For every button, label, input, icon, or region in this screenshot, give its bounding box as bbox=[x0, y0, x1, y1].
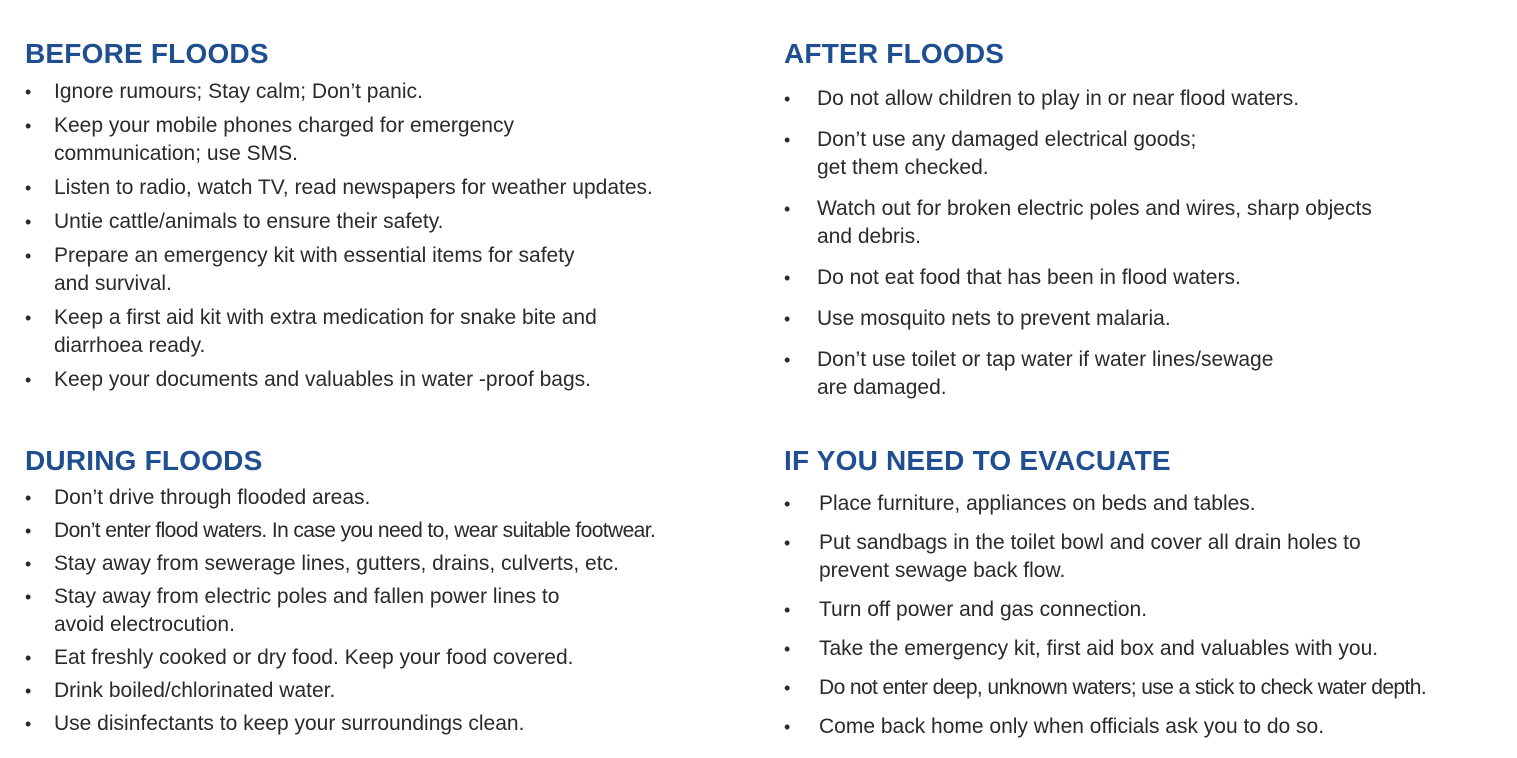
list-item bbox=[25, 484, 765, 512]
list-item-text: Do not enter deep, unknown waters; use a stick to check water depth. bbox=[819, 676, 1427, 699]
list-item bbox=[25, 112, 765, 168]
list-item bbox=[784, 596, 1510, 624]
bullet-icon: • bbox=[784, 350, 791, 370]
list-item bbox=[784, 305, 1504, 333]
list-item-text: Untie cattle/animals to ensure their safety. bbox=[54, 210, 444, 233]
after-floods-list bbox=[784, 85, 1504, 402]
list-item-text: Keep your documents and valuables in water -proof bags. bbox=[54, 368, 591, 391]
after-floods-section bbox=[784, 37, 1504, 415]
list-item-text: Drink boiled/chlorinated water. bbox=[54, 679, 336, 702]
list-item bbox=[784, 713, 1510, 741]
bullet-icon: • bbox=[784, 600, 791, 620]
list-item-text: Come back home only when officials ask you to do so. bbox=[819, 715, 1325, 738]
bullet-icon: • bbox=[784, 717, 791, 737]
bullet-icon: • bbox=[784, 639, 791, 659]
list-item-text: Ignore rumours; Stay calm; Don’t panic. bbox=[54, 80, 423, 103]
list-item bbox=[25, 174, 765, 202]
list-item bbox=[784, 264, 1504, 292]
list-item bbox=[784, 85, 1504, 113]
list-item-text: Stay away from sewerage lines, gutters, drains, culverts, etc. bbox=[54, 552, 619, 575]
list-item-text: Watch out for broken electric poles and wires, sharp objects and debris. bbox=[817, 197, 1372, 248]
bullet-icon: • bbox=[25, 521, 32, 541]
list-item-text: Listen to radio, watch TV, read newspapers for weather updates. bbox=[54, 176, 653, 199]
list-item bbox=[784, 126, 1504, 182]
bullet-icon: • bbox=[784, 309, 791, 329]
bullet-icon: • bbox=[784, 533, 791, 553]
list-item-text: Eat freshly cooked or dry food. Keep your food covered. bbox=[54, 646, 574, 669]
list-item-text: Use disinfectants to keep your surroundings clean. bbox=[54, 712, 525, 735]
during-floods-section bbox=[25, 444, 765, 743]
list-item-text: Use mosquito nets to prevent malaria. bbox=[817, 307, 1171, 330]
list-item-text: Place furniture, appliances on beds and tables. bbox=[819, 492, 1256, 515]
bullet-icon: • bbox=[25, 178, 32, 198]
list-item-text: Stay away from electric poles and fallen power lines to avoid electrocution. bbox=[54, 585, 560, 636]
list-item bbox=[25, 583, 765, 639]
evacuate-list bbox=[784, 490, 1510, 741]
list-item bbox=[784, 490, 1510, 518]
bullet-icon: • bbox=[25, 681, 32, 701]
list-item bbox=[784, 346, 1504, 402]
bullet-icon: • bbox=[784, 268, 791, 288]
bullet-icon: • bbox=[25, 246, 32, 266]
list-item bbox=[25, 78, 765, 106]
list-item bbox=[25, 304, 765, 360]
list-item bbox=[25, 517, 765, 545]
bullet-icon: • bbox=[784, 199, 791, 219]
list-item-text: Don’t enter flood waters. In case you need to, wear suitable footwear. bbox=[54, 519, 656, 542]
list-item-text: Put sandbags in the toilet bowl and cover all drain holes to prevent sewage back flow. bbox=[819, 531, 1361, 582]
before-floods-heading: BEFORE FLOODS bbox=[25, 38, 269, 69]
bullet-icon: • bbox=[25, 308, 32, 328]
list-item-text: Take the emergency kit, first aid box and valuables with you. bbox=[819, 637, 1379, 660]
evacuate-heading: IF YOU NEED TO EVACUATE bbox=[784, 445, 1171, 476]
list-item bbox=[25, 550, 765, 578]
after-floods-heading: AFTER FLOODS bbox=[784, 38, 1005, 69]
evacuate-section bbox=[784, 444, 1510, 752]
bullet-icon: • bbox=[25, 648, 32, 668]
bullet-icon: • bbox=[25, 212, 32, 232]
list-item-text: Don’t use toilet or tap water if water lines/sewage are damaged. bbox=[817, 348, 1274, 399]
before-floods-section bbox=[25, 37, 765, 400]
bullet-icon: • bbox=[784, 89, 791, 109]
list-item bbox=[25, 677, 765, 705]
list-item-text: Prepare an emergency kit with essential items for safety and survival. bbox=[54, 244, 575, 295]
during-floods-heading: DURING FLOODS bbox=[25, 445, 263, 476]
list-item bbox=[784, 635, 1510, 663]
bullet-icon: • bbox=[25, 116, 32, 136]
list-item-text: Keep your mobile phones charged for emergency communication; use SMS. bbox=[54, 114, 514, 165]
list-item bbox=[784, 674, 1510, 702]
bullet-icon: • bbox=[25, 488, 32, 508]
bullet-icon: • bbox=[25, 587, 32, 607]
list-item-text: Keep a first aid kit with extra medication for snake bite and diarrhoea ready. bbox=[54, 306, 597, 357]
list-item bbox=[25, 208, 765, 236]
list-item-text: Turn off power and gas connection. bbox=[819, 598, 1148, 621]
bullet-icon: • bbox=[25, 554, 32, 574]
list-item-text: Do not allow children to play in or near flood waters. bbox=[817, 87, 1300, 110]
before-floods-list bbox=[25, 78, 765, 394]
bullet-icon: • bbox=[25, 714, 32, 734]
list-item-text: Don’t drive through flooded areas. bbox=[54, 486, 371, 509]
bullet-icon: • bbox=[784, 678, 791, 698]
list-item bbox=[784, 529, 1510, 585]
bullet-icon: • bbox=[25, 82, 32, 102]
list-item bbox=[25, 366, 765, 394]
list-item-text: Do not eat food that has been in flood waters. bbox=[817, 266, 1241, 289]
list-item bbox=[25, 242, 765, 298]
list-item bbox=[25, 710, 765, 738]
list-item-text: Don’t use any damaged electrical goods; get them checked. bbox=[817, 128, 1197, 179]
list-item bbox=[784, 195, 1504, 251]
during-floods-list bbox=[25, 484, 765, 738]
bullet-icon: • bbox=[25, 370, 32, 390]
list-item bbox=[25, 644, 765, 672]
bullet-icon: • bbox=[784, 494, 791, 514]
bullet-icon: • bbox=[784, 130, 791, 150]
